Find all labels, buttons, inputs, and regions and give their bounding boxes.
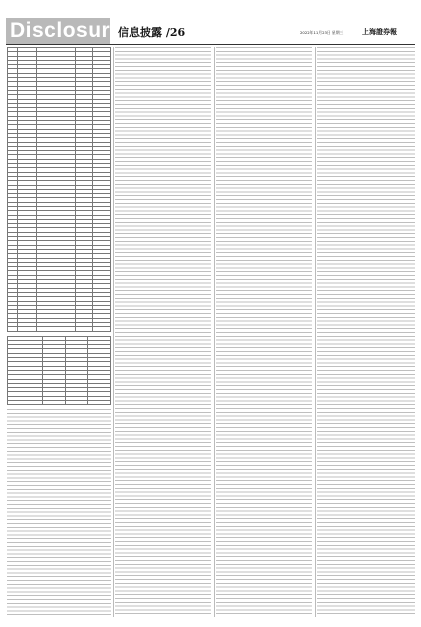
- table-cell: [36, 327, 75, 331]
- masthead: [0, 0, 421, 44]
- table-cell: [43, 401, 66, 405]
- brand-banner: [6, 18, 123, 44]
- column-3-text: [216, 47, 312, 617]
- column-2: [115, 47, 211, 617]
- column-divider: [214, 47, 215, 617]
- column-divider: [113, 47, 114, 617]
- column-2-text: [115, 47, 211, 617]
- column-4-text: [317, 47, 415, 617]
- masthead-rule: [6, 44, 415, 45]
- brand-title: Disclosure: [10, 19, 123, 42]
- newspaper-logo: 上海證券報: [362, 27, 397, 36]
- column-1: [7, 47, 111, 617]
- column-divider: [315, 47, 316, 617]
- column-4: [317, 47, 415, 617]
- edition-date: 2022年11月23日 星期三: [300, 30, 344, 35]
- table-cell: [75, 327, 93, 331]
- column-1-text: [7, 409, 111, 615]
- table-cell: [65, 401, 88, 405]
- column-3: [216, 47, 312, 617]
- table-cell: [93, 327, 111, 331]
- table-cell: [18, 327, 37, 331]
- table-row: [8, 401, 111, 405]
- securities-table: [7, 47, 111, 332]
- table-cell: [88, 401, 111, 405]
- section-title: 信息披露 /26: [118, 26, 186, 39]
- table-row: [8, 327, 111, 331]
- table-cell: [8, 401, 43, 405]
- summary-table: [7, 336, 111, 406]
- table-cell: [8, 327, 18, 331]
